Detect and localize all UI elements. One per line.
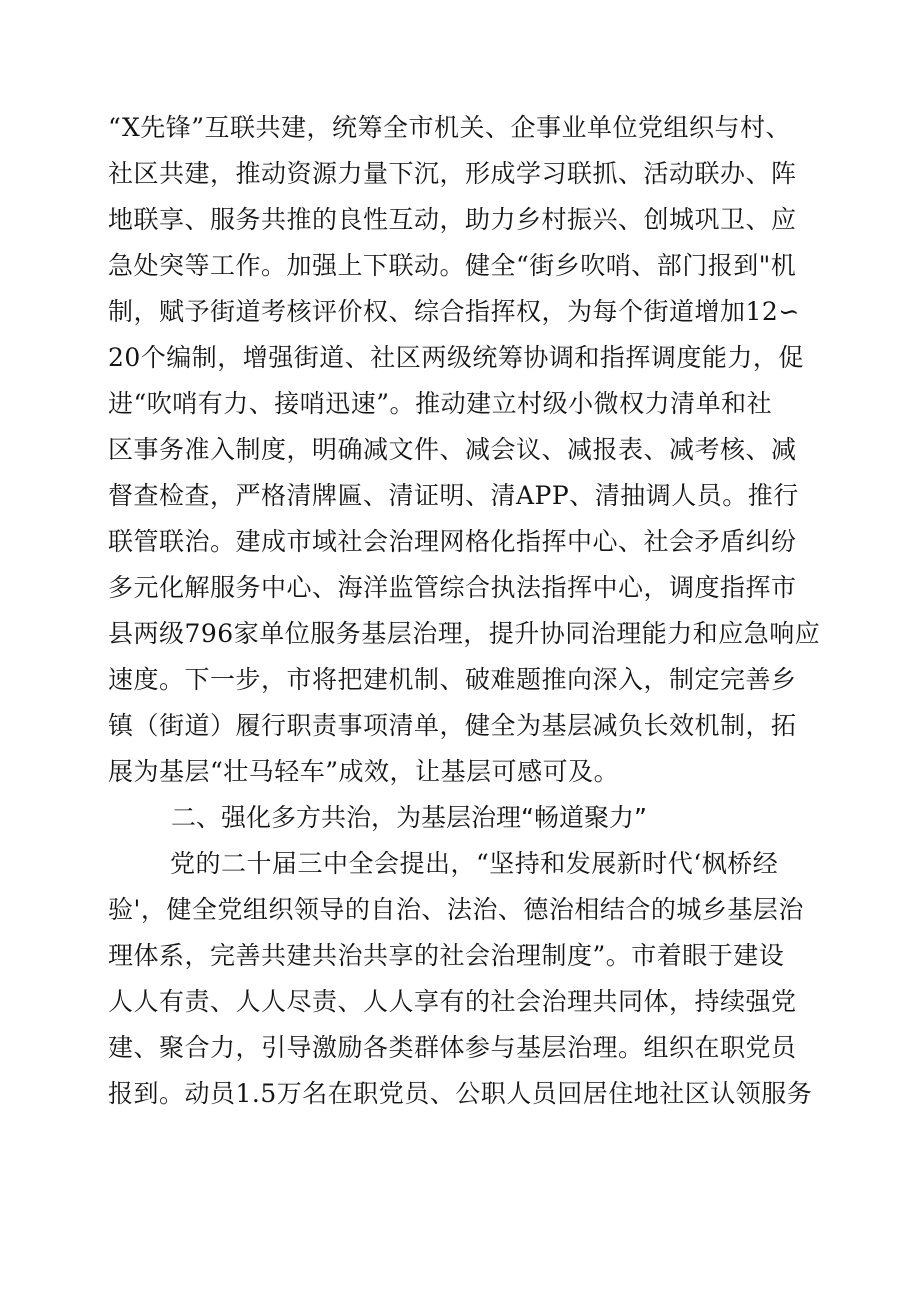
text-line: 联管联治。建成市域社会治理网格化指挥中心、社会矛盾纠纷 [108,527,797,556]
text-line: 人人有责、人人尽责、人人享有的社会治理共同体，持续强党 [108,987,797,1016]
text-line: 报到。动员1.5万名在职党员、公职人员回居住地社区认领服务 [108,1079,813,1108]
text-line: 镇（街道）履行职责事项清单，健全为基层减负长效机制，拓 [108,711,797,740]
text-line: 展为基层“壮马轻车”成效，让基层可感可及。 [108,757,620,786]
text-line: 建、聚合力，引导激励各类群体参与基层治理。组织在职党员 [108,1033,797,1062]
text-line: 进“吹哨有力、接哨迅速”。推动建立村级小微权力清单和社 [108,389,773,418]
text-line: 党的二十届三中全会提出，“坚持和发展新时代‘枫桥经 [170,849,779,878]
section-heading: 二、强化多方共治，为基层治理“畅道聚力” [171,803,647,832]
text-line: 急处突等工作。加强上下联动。健全“街乡吹哨、部门报到"机 [108,251,797,280]
text-line: 多元化解服务中心、海洋监管综合执法指挥中心，调度指挥市 [108,573,797,602]
text-line: 20个编制，增强街道、社区两级统筹协调和指挥调度能力，促 [108,343,804,372]
text-line: 制，赋予街道考核评价权、综合指挥权，为每个街道增加12∽ [108,297,800,326]
text-line: 地联享、服务共推的良性互动，助力乡村振兴、创城巩卫、应 [108,205,797,234]
text-line: 理体系，完善共建共治共享的社会治理制度”。市着眼于建设 [108,941,785,970]
text-line: 县两级796家单位服务基层治理，提升协同治理能力和应急响应 [108,619,821,648]
text-line: 验'，健全党组织领导的自治、法治、德治相结合的城乡基层治 [108,895,804,924]
text-line: “X先锋”互联共建，统筹全市机关、企事业单位党组织与村、 [108,113,792,142]
text-line: 速度。下一步，市将把建机制、破难题推向深入，制定完善乡 [108,665,797,694]
text-line: 区事务准入制度，明确减文件、减会议、减报表、减考核、减 [108,435,797,464]
text-line: 社区共建，推动资源力量下沉，形成学习联抓、活动联办、阵 [108,159,797,188]
text-line: 督查检查，严格清牌匾、清证明、清APP、清抽调人员。推行 [108,481,799,510]
